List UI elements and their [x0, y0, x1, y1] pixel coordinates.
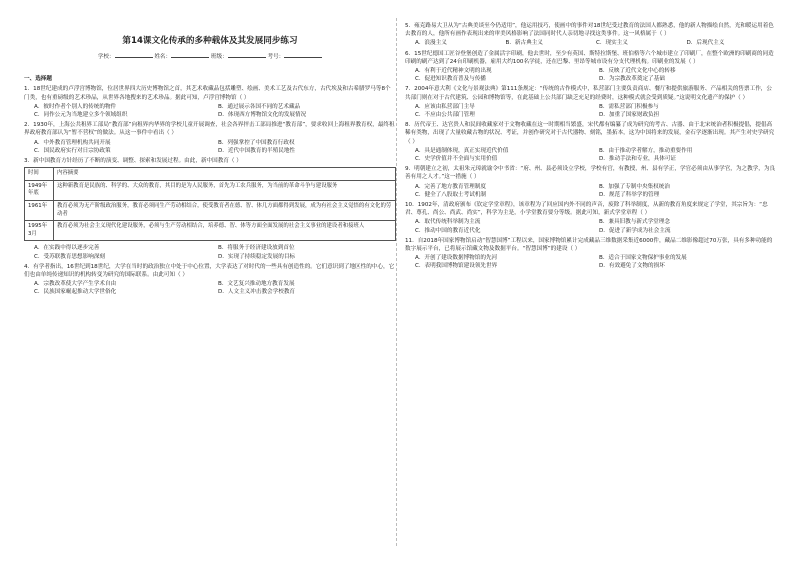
exam-number-label: 考号：	[267, 54, 285, 60]
option[interactable]: C．健全了八股取士考试机制	[415, 191, 487, 198]
table-header-content: 内容摘要	[54, 168, 396, 181]
right-column	[405, 22, 777, 273]
option[interactable]: A．彼时作者个别人的传统的物件	[34, 103, 117, 110]
option[interactable]: B．文艺复兴推动地方教育发展	[218, 281, 295, 288]
question-5-options	[415, 39, 777, 47]
question-8-options	[415, 147, 777, 163]
option[interactable]: C．表明我国博物馆建设领先世界	[415, 263, 498, 270]
option[interactable]: D．推动手法和专业，具体可证	[599, 156, 677, 163]
option[interactable]: C．推动中国的教育近代化	[415, 227, 481, 234]
option[interactable]: D．实现了持续稳定发展的目标	[218, 253, 296, 260]
option[interactable]: B．需私营部门积极参与	[599, 103, 659, 110]
question-8: 8．历代帝王、达官贵人和民间收藏家对于文物收藏在这一时期相当繁盛，宋代都有编纂了成为研究的考古、古器、由于北宋统治者积极提倡，提倡高稀有类物，出现了大量收藏古物的状况、考证，并创作研究对于古代器物、刻铭，墨拓本，这为中国将来的发展，金石学逐渐出现。其产生对史学研究（ ）	[405, 122, 775, 145]
name-label: 姓名：	[154, 54, 172, 60]
table-row	[25, 221, 396, 241]
option[interactable]: D．体现西方博物馆文化的发展情况	[218, 112, 307, 119]
page-title: 第14课文化传承的多种载体及其发展同步练习	[122, 36, 298, 46]
option[interactable]: A．在实践中得以逐步完善	[34, 245, 100, 252]
option[interactable]: C．史学价值并不全面与实用价值	[415, 156, 498, 163]
option[interactable]: A．中外教育管理机构共同开展	[34, 139, 111, 146]
option[interactable]: D．人文主义冲击教会学校教育	[218, 289, 296, 296]
question-3-options	[34, 244, 396, 260]
table-cell-text: 教育必须为社会主义现代化建设服务，必须与生产劳动相结合，培养德、智、体等方面全面发展的社会主义事业的建设者和接班人	[54, 221, 396, 241]
option[interactable]: D．近代中国教育的半殖民地性	[218, 147, 296, 154]
question-4: 4．有学者指出，16世纪到18世纪，大学在当时的政治独立中处于中心位置，大学表达了对时代的一些具有创造性的。它们意识到了地区性的中心，它们也由单纯传递知识的机构转变为研究的国际联系。由此可知（ ）	[24, 263, 395, 278]
option[interactable]: B．由于推动学者解方，推动重要作用	[599, 147, 693, 154]
option[interactable]: C．民族国家崛起推动大学世俗化	[34, 289, 117, 296]
option[interactable]: C．受苏联教育思想影响深刻	[34, 253, 106, 260]
table-cell-text: 这种新教育是民族的、科学的、大众的教育，其目的是为人民服务，首先为工农兵服务，为当前的革命斗争与建设服务	[54, 180, 396, 200]
section-heading: 一、选择题	[24, 76, 52, 83]
option[interactable]: A．浪漫主义	[415, 40, 447, 47]
question-6-options	[415, 67, 777, 83]
question-7-options	[415, 103, 777, 119]
table-header-row	[25, 168, 396, 181]
question-1: 1．18世纪建成的卢浮宫博物馆，位居世界四大历史博物馆之首，其艺术收藏品包括雕塑、绘画、美术工艺及古代东方，古代埃及和古希腊罗马等8个门类，也有重磅级的艺术珍品，从世界各地搜来的艺术珍品。据此可知，卢浮宫博物馆（ ）	[24, 86, 391, 101]
option[interactable]: B．适合于国家文物保护事业的发展	[599, 255, 687, 262]
option[interactable]: C．促进知识教育普及与传播	[415, 76, 487, 83]
option[interactable]: B．加强了专制中央集权统治	[599, 183, 670, 190]
option[interactable]: D．加重了国家财政负担	[599, 112, 660, 119]
table-cell-text: 教育必须为无产阶级政治服务，教育必须同生产劳动相结合，使受教育者在德、智、体几方面都得到发展，成为有社会主义觉悟的有文化的劳动者	[54, 201, 396, 221]
policy-table	[24, 167, 396, 241]
question-7: 7．2004年意大利《文化与景观法典》第111条规定：“传统的古作模式中，私营部门主要负责商店、餐厅和提供旅游服务、产品相关的售票工作，公共部门则在对于古代建筑、公园和博物馆等，在此基础上公共部门缺乏充足的经费时，这种模式就会受到质疑。”这说明文化遗产的保护（ ）	[405, 86, 772, 101]
table-cell-time: 1961年	[25, 201, 54, 221]
question-1-options	[34, 103, 396, 119]
school-blank[interactable]	[115, 51, 153, 58]
exam-number-blank[interactable]	[284, 51, 322, 58]
question-3: 3．新中国教育方针经历了不断的演变、调整、探索和发展过程。由此，新中国教育（ ）	[24, 158, 242, 165]
option[interactable]: D．规范了科举学的管理	[599, 191, 660, 198]
question-10: 10．1902年，清政府颁布《钦定学堂章程》，该章程为了回应国内外不同的声音，废除了科举制度，从新的教育角度来规定了学堂，其宗旨为：“忠君、尊孔、尚公、尚武、尚实”，科学为主是，小学堂教育要分等级。据此可知，新式学堂章程（ ）	[405, 202, 768, 217]
class-blank[interactable]	[228, 51, 266, 58]
table-header-time: 时间	[25, 168, 54, 181]
option[interactable]: C．国民政府实行对日宗协政策	[34, 147, 111, 154]
table-row	[25, 201, 396, 221]
option[interactable]: C．现实主义	[596, 40, 628, 47]
option[interactable]: D．后现代主义	[686, 40, 725, 47]
question-11: 11．自2018年国家博物馆启动“智慧国博”工程以来，国家博物馆累计完成藏品三维数据采集近6000件，藏品二维影像超过70万张，具有多种功能的数字展示平台，已将展示馆藏文物及数据平台。“智慧国博”的建设（ ）	[405, 237, 773, 253]
option[interactable]: A．完善了地方教育管理制度	[415, 183, 486, 190]
option[interactable]: B．通过展示各国不同的艺术藏品	[218, 103, 301, 110]
option[interactable]: A．有利于近代精神文明的出现	[415, 68, 492, 75]
question-4-options	[34, 280, 396, 296]
column-divider	[396, 18, 397, 546]
option[interactable]: A．开创了建设数据博物馆的先河	[415, 255, 498, 262]
question-6: 6．15世纪德国工匠谷登堡创造了金属活字印刷，他去世时，至少有英国、斯特拉斯堡、班伯格等六个城市建立了印刷厂，在整个欧洲的印刷商的同造印刷的刷产达到了24台印刷机器，雇用大约100名学徒，还在巴黎、里昂等城市设有分支代理机构。印刷业的发展（ ）	[405, 50, 774, 65]
option[interactable]: A．取代传统科举制为主流	[415, 219, 481, 226]
table-row	[25, 180, 396, 200]
question-9: 9．明朝建立之初，太祖朱元璋就谕令中书省：“府、州、县必须设立学校，学校有官，有教授，州、县有学正，学官必须由从事学官，为之教学，为良善有用之人才。”这一措施（ ）	[405, 166, 776, 181]
table-cell-time: 1995年3月	[25, 221, 54, 241]
option[interactable]: D．为宗教改革奠定了基础	[599, 76, 665, 83]
option[interactable]: B．将服务于经济建设放到首位	[218, 245, 295, 252]
option[interactable]: B．兼具旧教与新式学堂理念	[599, 219, 670, 226]
name-blank[interactable]	[171, 51, 209, 58]
option[interactable]: C．同作公元为当地建立多个领域组织	[34, 112, 128, 119]
question-9-options	[415, 183, 777, 199]
table-cell-time: 1949年年底	[25, 180, 54, 200]
option[interactable]: D．促进了新学成为社会主流	[599, 227, 671, 234]
class-label: 班级：	[210, 54, 228, 60]
option[interactable]: A．宗教改革使大学产生学术自由	[34, 281, 117, 288]
option[interactable]: D．有效避免了文物的损坏	[599, 263, 665, 270]
option[interactable]: A．应该由私营部门主导	[415, 103, 475, 110]
question-11-options	[415, 254, 777, 270]
option[interactable]: A．具是通制体现，真正实现近代价值	[415, 147, 509, 154]
option[interactable]: B．新古典主义	[505, 40, 543, 47]
left-column	[24, 22, 396, 299]
option[interactable]: B．列强掌控了中国教育行政权	[218, 139, 295, 146]
question-2-options	[34, 139, 396, 155]
option[interactable]: C．不应由公共部门管理	[415, 112, 475, 119]
question-2: 2．1930年，上海公共租界工部局“教育部”向租界内华界的学校儿童开展调查，社会各界抨击工部局推进“教育部”，要求收回上海租界教育权，最终租界政府教育部认为“暂不营权”的做法。从这一事件中看出（ ）	[24, 122, 395, 137]
student-info-fields	[24, 51, 396, 61]
school-label: 学校：	[97, 54, 115, 60]
option[interactable]: B．反映了近代文化中心的转移	[599, 68, 676, 75]
question-10-options	[415, 218, 777, 234]
question-5: 5．雍克路易大卫从为“古典美谈至今仍适用”，他运用技巧，使画中的事件对18世纪受过教育的法国人都熟悉，他的新人物描绘自然，光和暖运用着色去教育的人，他所有画作表现出来的审美风格影响了法国同时代人亲切地寻找这类事件。这一风格属于（ ）	[405, 23, 774, 38]
